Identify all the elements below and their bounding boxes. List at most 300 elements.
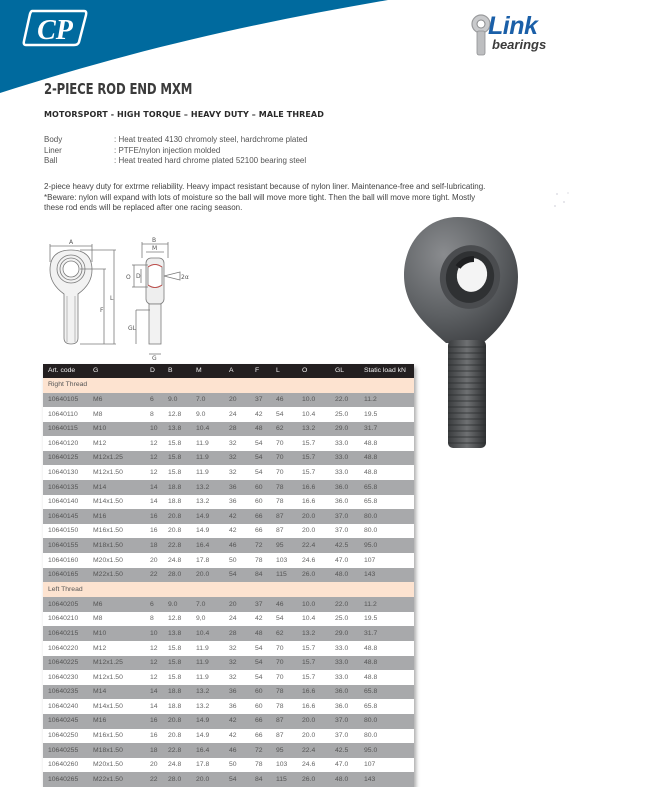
cell-static-load: 11.2 <box>364 600 377 608</box>
column-header-f: F <box>255 367 260 374</box>
cell-art-code: 10640160 <box>48 556 79 564</box>
cell-static-load: 80.0 <box>364 732 378 740</box>
table-row <box>43 626 414 641</box>
cell-static-load: 95.0 <box>364 746 378 754</box>
cell-g: M10 <box>93 629 107 637</box>
cell-art-code: 10640115 <box>48 425 78 433</box>
table-row <box>43 407 414 422</box>
cell-f: 66 <box>255 717 263 725</box>
table-row <box>43 670 414 685</box>
cell-d: 12 <box>150 454 158 462</box>
cell-f: 66 <box>255 527 263 535</box>
dim-label-d: D <box>136 273 141 280</box>
cell-a: 32 <box>229 439 237 447</box>
cell-b: 20.8 <box>168 512 182 520</box>
cell-art-code: 10640145 <box>48 512 79 520</box>
cell-a: 54 <box>229 571 237 579</box>
cell-f: 66 <box>255 512 263 520</box>
cell-art-code: 10640250 <box>48 732 79 740</box>
cell-a: 20 <box>229 396 237 403</box>
speckle-decoration <box>552 190 572 210</box>
cell-d: 16 <box>150 732 158 740</box>
table-row <box>43 393 414 408</box>
section-label: Right Thread <box>48 381 88 388</box>
cell-a: 42 <box>229 527 237 535</box>
section-header-right-thread <box>43 378 414 393</box>
cell-d: 6 <box>150 396 154 403</box>
cell-gl: 36.0 <box>335 498 349 506</box>
cell-f: 72 <box>255 541 263 549</box>
cell-gl: 33.0 <box>335 673 349 681</box>
link-logo-text: Link <box>488 12 538 40</box>
cell-g: M16 <box>93 512 107 520</box>
cell-d: 16 <box>150 527 158 535</box>
cell-gl: 36.0 <box>335 702 349 710</box>
cell-l: 78 <box>276 702 284 710</box>
cell-b: 12.8 <box>168 615 182 623</box>
cell-a: 32 <box>229 454 237 462</box>
cell-l: 78 <box>276 498 284 506</box>
cell-b: 18.8 <box>168 483 182 491</box>
cell-l: 87 <box>276 512 284 520</box>
cell-o: 15.7 <box>302 468 316 476</box>
cell-static-load: 107 <box>364 761 376 769</box>
spec-row-ball <box>44 156 307 167</box>
cell-m: 13.2 <box>196 702 210 710</box>
cell-o: 15.7 <box>302 659 316 667</box>
cell-gl: 33.0 <box>335 659 349 667</box>
cell-g: M20x1.50 <box>93 761 123 769</box>
cell-f: 37 <box>255 396 263 403</box>
cell-f: 78 <box>255 761 263 769</box>
cell-d: 12 <box>150 468 158 476</box>
cell-l: 62 <box>276 425 284 433</box>
cell-a: 46 <box>229 746 237 754</box>
cell-d: 14 <box>150 688 158 696</box>
cell-art-code: 10640130 <box>48 468 79 476</box>
cell-d: 16 <box>150 717 158 725</box>
cell-o: 22.4 <box>302 746 316 754</box>
cell-b: 15.8 <box>168 673 182 681</box>
cell-o: 26.0 <box>302 775 316 783</box>
description-line: *Beware: nylon will expand with lots of moisture so the ball will move more tight. Then the ball will move more tight. Mostly <box>44 192 476 202</box>
column-header-g: G <box>93 367 99 374</box>
cell-l: 87 <box>276 527 284 535</box>
cell-art-code: 10640230 <box>48 673 79 681</box>
cell-static-load: 31.7 <box>364 425 378 433</box>
cell-g: M14x1.50 <box>93 498 123 506</box>
cell-a: 32 <box>229 659 237 667</box>
cell-o: 13.2 <box>302 425 316 433</box>
section-header-left-thread <box>43 582 414 597</box>
spec-row-liner <box>44 146 307 157</box>
cell-b: 15.8 <box>168 454 182 462</box>
cell-b: 18.8 <box>168 498 182 506</box>
svg-text:CP: CP <box>37 15 73 46</box>
cell-f: 84 <box>255 571 263 579</box>
cell-a: 36 <box>229 498 237 506</box>
cell-m: 14.9 <box>196 527 210 535</box>
cell-b: 22.8 <box>168 746 182 754</box>
cell-b: 22.8 <box>168 541 182 549</box>
cell-l: 46 <box>276 396 284 403</box>
cell-d: 8 <box>150 410 154 418</box>
cell-a: 24 <box>229 410 237 418</box>
cell-gl: 25.0 <box>335 410 349 418</box>
cell-art-code: 10640235 <box>48 688 79 696</box>
cell-g: M8 <box>93 615 103 623</box>
cell-static-load: 48.8 <box>364 644 378 652</box>
cell-a: 32 <box>229 673 237 681</box>
cell-m: 14.9 <box>196 732 210 740</box>
cell-art-code: 10640205 <box>48 600 79 608</box>
cell-f: 60 <box>255 688 263 696</box>
cell-o: 13.2 <box>302 629 316 637</box>
cell-art-code: 10640255 <box>48 746 79 754</box>
cell-o: 24.6 <box>302 761 316 769</box>
column-header-b: B <box>168 367 173 374</box>
cell-d: 16 <box>150 512 158 520</box>
cell-gl: 33.0 <box>335 468 349 476</box>
table-row <box>43 612 414 627</box>
cell-d: 22 <box>150 775 158 783</box>
cell-gl: 48.0 <box>335 775 349 783</box>
cell-g: M22x1.50 <box>93 775 123 783</box>
cell-l: 62 <box>276 629 284 637</box>
cell-a: 28 <box>229 629 237 637</box>
cell-m: 11.9 <box>196 659 209 667</box>
table-row <box>43 685 414 700</box>
cell-g: M14x1.50 <box>93 702 123 710</box>
cell-gl: 37.0 <box>335 512 349 520</box>
cell-static-load: 48.8 <box>364 468 378 476</box>
cell-art-code: 10640135 <box>48 483 79 491</box>
table-row <box>43 641 414 656</box>
cell-o: 26.0 <box>302 571 316 579</box>
cell-m: 13.2 <box>196 688 210 696</box>
specification-table <box>43 364 414 787</box>
cell-o: 10.0 <box>302 600 316 608</box>
cell-l: 95 <box>276 746 284 754</box>
cell-d: 8 <box>150 615 154 623</box>
cell-art-code: 10640220 <box>48 644 79 652</box>
cell-g: M12x1.25 <box>93 454 123 462</box>
cell-g: M12x1.25 <box>93 659 123 667</box>
cell-f: 60 <box>255 702 263 710</box>
cell-o: 22.4 <box>302 541 316 549</box>
cell-static-load: 143 <box>364 571 376 579</box>
cell-a: 24 <box>229 615 237 623</box>
cell-f: 84 <box>255 775 263 783</box>
cell-b: 15.8 <box>168 644 182 652</box>
table-row <box>43 743 414 758</box>
cell-m: 10.4 <box>196 629 210 637</box>
table-row <box>43 495 414 510</box>
cell-f: 54 <box>255 644 263 652</box>
cell-b: 9.0 <box>168 600 178 608</box>
column-header-m: M <box>196 367 202 374</box>
cell-d: 12 <box>150 644 158 652</box>
cell-d: 14 <box>150 702 158 710</box>
dim-label-a: A <box>69 239 74 246</box>
spec-value: : PTFE/nylon injection molded <box>114 145 221 155</box>
page-subtitle: MOTORSPORT - HIGH TORQUE – HEAVY DUTY – MALE THREAD <box>44 110 324 119</box>
cell-l: 70 <box>276 468 284 476</box>
rod-end-photo <box>398 215 528 455</box>
section-label: Left Thread <box>48 585 83 593</box>
cell-d: 12 <box>150 439 158 447</box>
cell-a: 20 <box>229 600 237 608</box>
cell-f: 54 <box>255 673 263 681</box>
dim-label-angle: 2α <box>181 274 189 281</box>
cell-o: 20.0 <box>302 527 316 535</box>
cell-static-load: 48.8 <box>364 439 378 447</box>
cell-l: 70 <box>276 439 284 447</box>
cell-gl: 42.5 <box>335 746 349 754</box>
table-row <box>43 729 414 744</box>
cell-a: 42 <box>229 717 237 725</box>
cell-gl: 42.5 <box>335 541 349 549</box>
cell-gl: 36.0 <box>335 688 349 696</box>
cell-static-load: 19.5 <box>364 615 378 623</box>
cell-l: 103 <box>276 556 288 564</box>
cell-d: 18 <box>150 746 158 754</box>
cell-gl: 22.0 <box>335 600 349 608</box>
cell-a: 36 <box>229 688 237 696</box>
cell-g: M12 <box>93 644 107 652</box>
cell-a: 50 <box>229 761 237 769</box>
cell-a: 28 <box>229 425 237 433</box>
column-header-static-load: Static load kN <box>364 367 406 374</box>
cell-static-load: 107 <box>364 556 376 564</box>
cell-m: 10.4 <box>196 425 210 433</box>
description-line: 2-piece heavy duty for extrme reliability. Heavy impact resistant because of nylon liner. Maintenance-free and self-lubricating. <box>44 182 486 191</box>
spec-value: : Heat treated hard chrome plated 52100 bearing steel <box>114 156 307 166</box>
cell-d: 20 <box>150 556 158 564</box>
cell-f: 48 <box>255 425 263 433</box>
cell-f: 78 <box>255 556 263 564</box>
spec-label: Body <box>44 135 63 144</box>
cell-art-code: 10640265 <box>48 775 79 783</box>
dim-label-o: O <box>126 274 131 281</box>
cell-o: 20.0 <box>302 732 316 740</box>
cell-art-code: 10640215 <box>48 629 79 637</box>
column-header-a: A <box>229 367 234 374</box>
cell-static-load: 95.0 <box>364 541 378 549</box>
cell-g: M20x1.50 <box>93 556 123 564</box>
cell-static-load: 31.7 <box>364 629 378 637</box>
cell-b: 20.8 <box>168 732 182 740</box>
cell-m: 11.9 <box>196 644 209 652</box>
cell-b: 20.8 <box>168 527 182 535</box>
cell-gl: 48.0 <box>335 571 349 579</box>
cell-b: 12.8 <box>168 410 182 418</box>
cell-l: 87 <box>276 717 284 725</box>
cell-b: 15.8 <box>168 659 182 667</box>
cell-l: 70 <box>276 454 284 462</box>
cell-o: 16.6 <box>302 498 316 506</box>
column-header-l: L <box>276 367 280 374</box>
cell-o: 20.0 <box>302 512 316 520</box>
dim-label-b: B <box>152 237 157 244</box>
cell-d: 6 <box>150 600 154 608</box>
table-row <box>43 524 414 539</box>
table-body <box>43 378 414 787</box>
cell-gl: 25.0 <box>335 615 349 623</box>
cell-m: 16.4 <box>196 541 210 549</box>
cell-static-load: 80.0 <box>364 512 378 520</box>
cell-static-load: 65.8 <box>364 688 378 696</box>
cell-b: 13.8 <box>168 425 182 433</box>
table-row <box>43 538 414 553</box>
table-header-row <box>43 364 414 378</box>
cell-o: 15.7 <box>302 454 316 462</box>
cell-o: 24.6 <box>302 556 316 564</box>
dim-label-l: L <box>110 295 114 302</box>
cell-g: M16x1.50 <box>93 527 123 535</box>
cell-m: 14.9 <box>196 717 210 725</box>
cell-m: 9,0 <box>196 615 206 623</box>
cell-b: 15.8 <box>168 468 182 476</box>
cell-l: 46 <box>276 600 284 608</box>
cell-o: 16.6 <box>302 483 316 491</box>
page-title: 2-PIECE ROD END MXM <box>44 80 193 98</box>
cell-m: 16.4 <box>196 746 210 754</box>
cell-o: 15.7 <box>302 644 316 652</box>
cell-l: 70 <box>276 659 284 667</box>
dim-label-gl: GL <box>128 325 136 332</box>
cell-o: 15.7 <box>302 439 316 447</box>
cell-gl: 37.0 <box>335 717 349 725</box>
cell-l: 78 <box>276 688 284 696</box>
cell-b: 15.8 <box>168 439 182 447</box>
cell-a: 36 <box>229 702 237 710</box>
cell-gl: 29.0 <box>335 425 349 433</box>
cell-g: M12x1.50 <box>93 673 123 681</box>
cell-b: 28.0 <box>168 571 182 579</box>
cell-b: 28.0 <box>168 775 182 783</box>
cell-l: 70 <box>276 673 284 681</box>
cell-d: 22 <box>150 571 158 579</box>
cell-f: 48 <box>255 629 263 637</box>
cell-o: 10.0 <box>302 396 316 403</box>
cell-l: 115 <box>276 571 287 579</box>
cell-m: 7.0 <box>196 396 206 403</box>
cell-m: 20.0 <box>196 775 210 783</box>
table-row <box>43 699 414 714</box>
cell-static-load: 65.8 <box>364 498 378 506</box>
cell-art-code: 10640165 <box>48 571 79 579</box>
cell-b: 24.8 <box>168 761 182 769</box>
cell-art-code: 10640260 <box>48 761 79 769</box>
cell-o: 16.6 <box>302 688 316 696</box>
cell-gl: 37.0 <box>335 527 349 535</box>
column-header-gl: GL <box>335 367 345 374</box>
cell-a: 32 <box>229 468 237 476</box>
table-row <box>43 568 414 583</box>
table-row <box>43 758 414 773</box>
cell-gl: 29.0 <box>335 629 349 637</box>
dim-label-f: F <box>100 307 104 314</box>
cell-static-load: 143 <box>364 775 376 783</box>
cell-d: 12 <box>150 673 158 681</box>
cell-static-load: 19.5 <box>364 410 378 418</box>
cell-static-load: 48.8 <box>364 454 378 462</box>
column-header-o: O <box>302 367 308 374</box>
table-row <box>43 656 414 671</box>
cell-m: 17.8 <box>196 556 210 564</box>
description-line: these rod ends will be replaced after one racing season. <box>44 203 243 212</box>
cell-art-code: 10640120 <box>48 439 79 447</box>
cell-l: 70 <box>276 644 284 652</box>
cell-m: 11.9 <box>196 673 209 681</box>
cell-o: 15.7 <box>302 673 316 681</box>
cell-m: 11.9 <box>196 454 209 462</box>
dim-label-m: M <box>152 245 158 252</box>
cell-g: M6 <box>93 396 103 403</box>
cell-art-code: 10640210 <box>48 615 79 623</box>
cell-art-code: 10640140 <box>48 498 79 506</box>
cell-g: M8 <box>93 410 103 418</box>
cell-o: 20.0 <box>302 717 316 725</box>
cell-a: 32 <box>229 644 237 652</box>
cell-l: 87 <box>276 732 284 740</box>
cell-gl: 22.0 <box>335 396 349 403</box>
spec-label: Ball <box>44 156 58 166</box>
cell-d: 12 <box>150 659 158 667</box>
cell-f: 72 <box>255 746 263 754</box>
cell-b: 18.8 <box>168 702 182 710</box>
cell-art-code: 10640240 <box>48 702 79 710</box>
cell-a: 42 <box>229 512 237 520</box>
cell-o: 10.4 <box>302 410 316 418</box>
cell-gl: 47.0 <box>335 761 349 769</box>
cell-f: 54 <box>255 454 263 462</box>
cell-g: M12x1.50 <box>93 468 123 476</box>
cell-static-load: 65.8 <box>364 702 378 710</box>
cell-b: 24.8 <box>168 556 182 564</box>
table-row <box>43 553 414 568</box>
table-row <box>43 714 414 729</box>
cell-g: M14 <box>93 483 107 491</box>
cell-art-code: 10640150 <box>48 527 79 535</box>
cell-d: 10 <box>150 629 158 637</box>
cell-m: 11.9 <box>196 439 209 447</box>
cell-g: M12 <box>93 439 107 447</box>
bearings-logo-text: bearings <box>492 37 547 52</box>
cell-static-load: 80.0 <box>364 527 378 535</box>
cell-g: M6 <box>93 600 103 608</box>
cell-m: 7.0 <box>196 600 206 608</box>
cell-static-load: 65.8 <box>364 483 378 491</box>
cell-art-code: 10640125 <box>48 454 79 462</box>
cell-gl: 36.0 <box>335 483 349 491</box>
cell-d: 18 <box>150 541 158 549</box>
cell-m: 13.2 <box>196 483 210 491</box>
spec-list <box>44 135 307 167</box>
cell-l: 95 <box>276 541 284 549</box>
dim-label-g: G <box>152 355 157 362</box>
cell-o: 10.4 <box>302 615 316 623</box>
cell-d: 14 <box>150 483 158 491</box>
cell-g: M14 <box>93 688 107 696</box>
cell-g: M18x1.50 <box>93 541 123 549</box>
technical-drawing <box>40 232 200 362</box>
cell-g: M22x1.50 <box>93 571 123 579</box>
cell-a: 50 <box>229 556 237 564</box>
cell-static-load: 48.8 <box>364 673 378 681</box>
spec-label: Liner <box>44 145 62 155</box>
